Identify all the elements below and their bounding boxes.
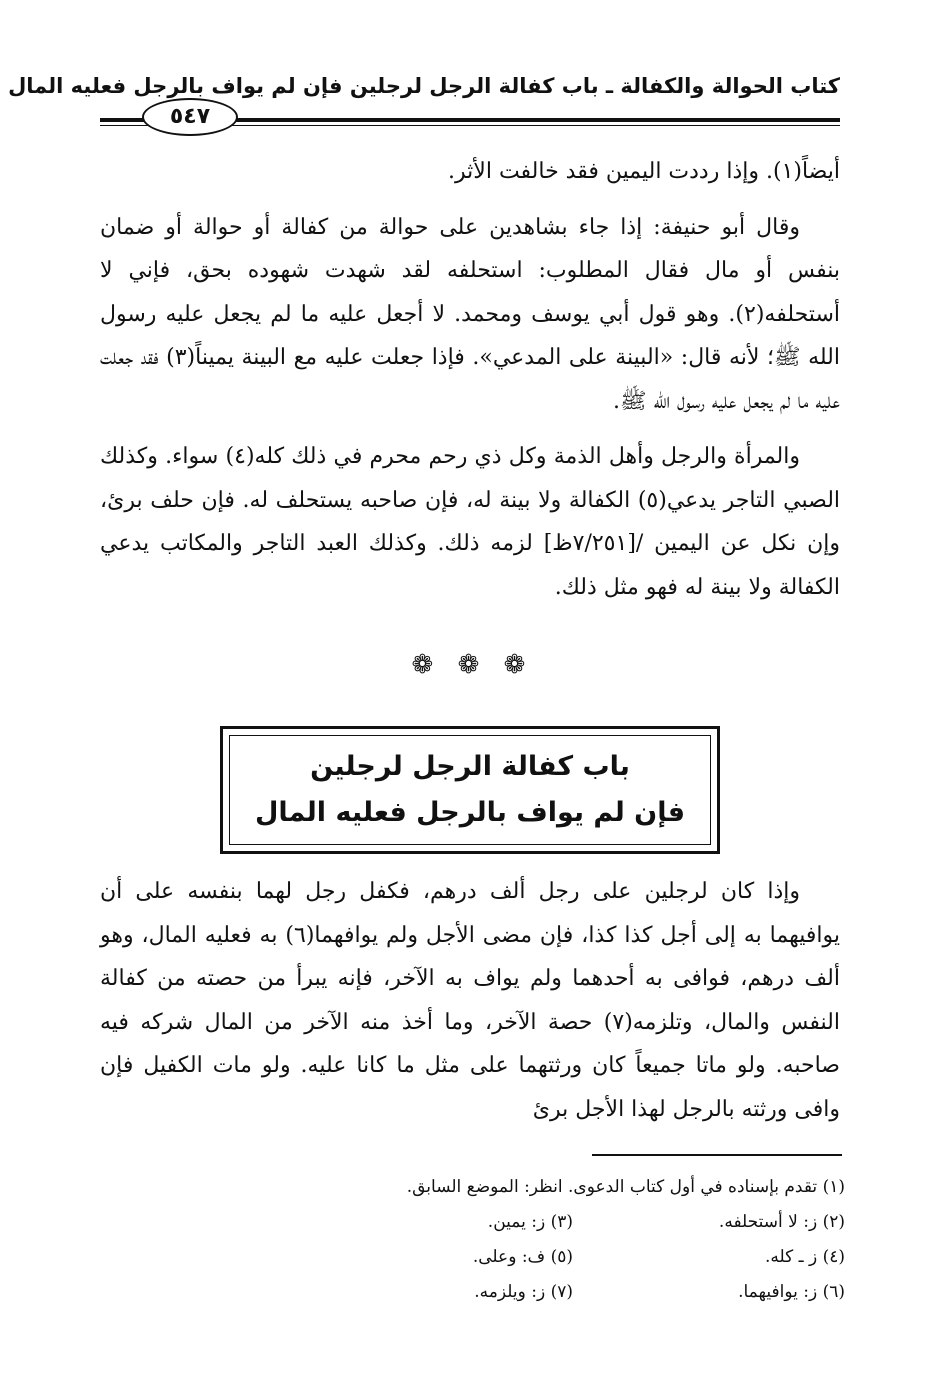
running-title: كتاب الحوالة والكفالة ـ باب كفالة الرجل لرجلين فإن لم يواف بالرجل فعليه المال bbox=[8, 74, 840, 98]
body-text-bottom bbox=[100, 870, 840, 1143]
paragraph: والمرأة والرجل وأهل الذمة وكل ذي رحم محرم في ذلك كله(٤) سواء. وكذلك الصبي التاجر يدعي(٥) الكفالة ولا بينة له، فإن صاحبه يستحلف له. فإن حلف برئ، وإن نكل عن اليمين /[٧/٢٥١ظ] لزمه ذلك. وكذلك العبد التاجر والمكاتب يدعي الكفالة ولا بينة له فهو مثل ذلك. bbox=[100, 444, 841, 600]
footnote-4: (٤) ز ـ كله. bbox=[764, 1247, 845, 1267]
paragraph: وإذا كان لرجلين على رجل ألف درهم، فكفل رجل لهما بنفسه على أن يوافيهما به إلى أجل كذا كذا، فإن مضى الأجل ولم يوافهما(٦) به فعليه المال، وهو ألف درهم، فوافى به أحدهما ولم يواف به الآخر، فإنه يبرأ من حصته من كفالة النفس والمال، وتلزمه(٧) حصة الآخر، وما أخذ منه الآخر من المال شركه فيه صاحبه. ولو ماتا جميعاً كان ورثتهما على مثل ما كانا عليه. ولو مات الكفيل فإن وافى ورثته بالرجل لهذا الأجل برئ bbox=[100, 879, 841, 1122]
footnote-1: (١) تقدم بإسناده في أول كتاب الدعوى. انظر: الموضع السابق. bbox=[406, 1177, 845, 1197]
page-header bbox=[8, 72, 840, 132]
footnote-5: (٥) ف: وعلى. bbox=[472, 1247, 573, 1267]
chapter-title-line-2: فإن لم يواف بالرجل فعليه المال bbox=[254, 797, 686, 828]
paragraph: وقال أبو حنيفة: إذا جاء بشاهدين على حوالة من كفالة أو حوالة أو ضمان بنفس أو مال فقال المطلوب: استحلفه لقد شهدت شهوده بحق، فإني لا أستحلفه(٢). وهو قول أبي يوسف ومحمد. لا أجعل عليه ما لم يجعل عليه رسول الله ﷺ؛ لأنه قال: «البينة على المدعي». فإذا جعلت عليه مع البينة يميناً(٣) فقد جعلت عليه ما لم يجعل عليه رسول الله ﷺ. bbox=[100, 214, 840, 414]
footnote-3: (٣) ز: يمين. bbox=[487, 1212, 573, 1232]
footnote-6: (٦) ز: يوافيهما. bbox=[738, 1282, 845, 1302]
chapter-title-line-1: باب كفالة الرجل لرجلين bbox=[310, 751, 630, 782]
body-text-top bbox=[100, 150, 840, 621]
footnotes bbox=[300, 1170, 845, 1310]
footnote-7: (٧) ز: ويلزمه. bbox=[474, 1282, 573, 1302]
paragraph: أيضاً(١). وإذا رددت اليمين فقد خالفت الأثر. bbox=[448, 159, 840, 184]
footnote-rule bbox=[592, 1154, 842, 1156]
chapter-title-box bbox=[220, 726, 720, 854]
page-number: ٥٤٧ bbox=[142, 98, 238, 136]
section-separator: ❁ ❁ ❁ bbox=[411, 650, 534, 680]
footnote-2: (٢) ز: لا أستحلفه. bbox=[718, 1212, 845, 1232]
chapter-title-frame bbox=[229, 735, 711, 845]
